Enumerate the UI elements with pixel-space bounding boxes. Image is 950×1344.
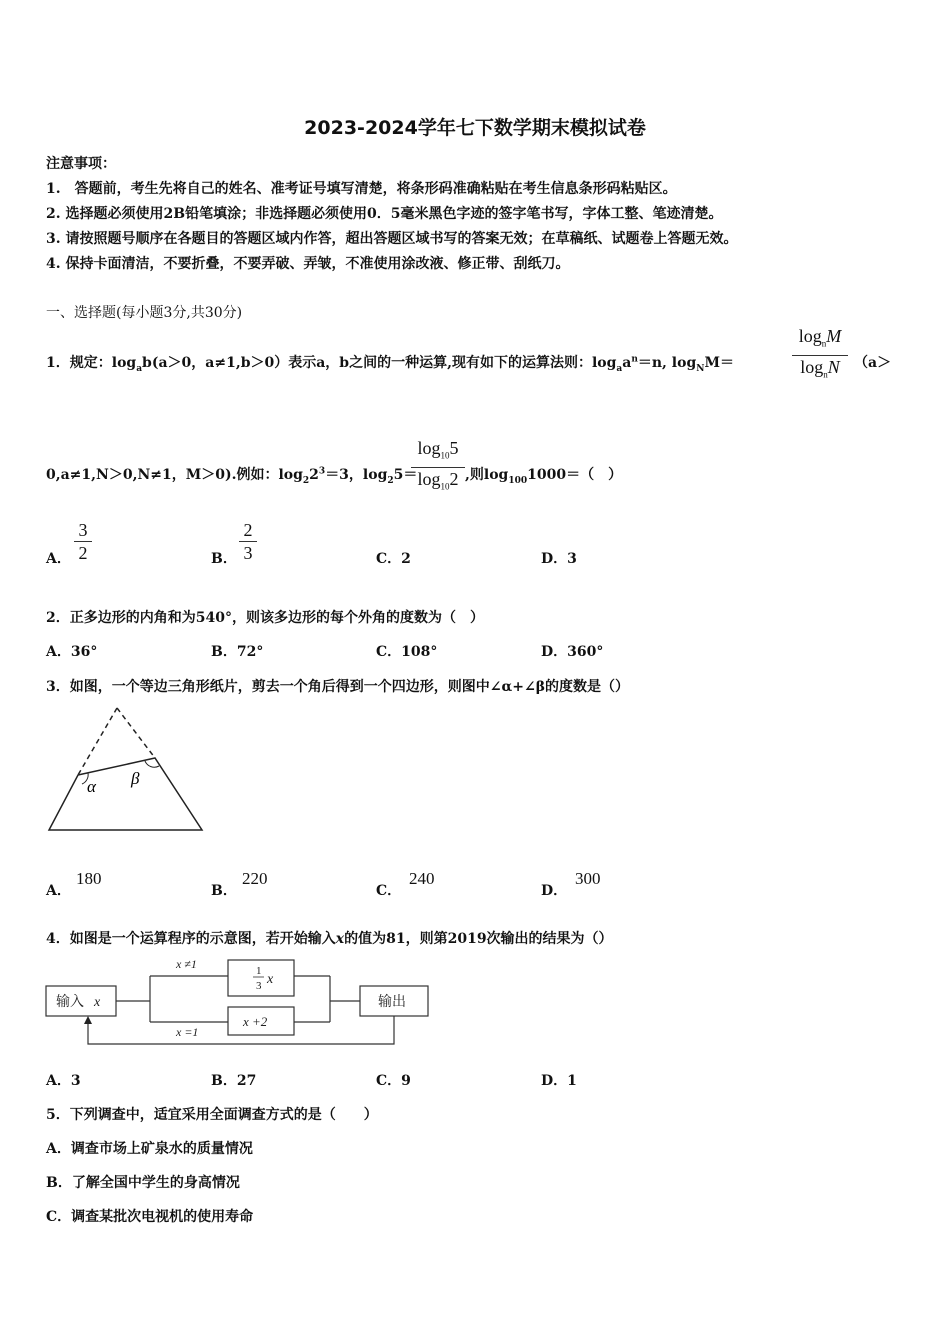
option-label: B． (211, 551, 237, 567)
q3-triangle-figure (42, 700, 212, 840)
q5-option-c[interactable]: C．调查某批次电视机的使用寿命 (46, 1209, 254, 1225)
notice-item-4: 4. 保持卡面清洁，不要折叠，不要弄破、弄皱，不准使用涂改液、修正带、刮纸刀。 (46, 256, 570, 272)
q4-option-c[interactable]: C．9 (376, 1073, 411, 1089)
option-label: D． (541, 551, 568, 567)
q4-stem (46, 928, 613, 948)
q1-option-a-fraction (74, 520, 92, 563)
divide-den: 3 (256, 980, 262, 992)
q3-option-d[interactable] (541, 880, 567, 900)
q1-option-d[interactable] (541, 548, 577, 568)
q1-sub: a (136, 363, 143, 374)
q1-sub: 100 (508, 475, 528, 486)
q4-stem-part: 4．如图是一个运算程序的示意图，若开始输入 (46, 931, 336, 947)
option-value: 2 (401, 551, 411, 567)
frac-var: 5 (449, 438, 459, 458)
q1-text: b(a＞0，a≠1,b＞0）表示a，b之间的一种运算,现有如下的运算法则：log (142, 355, 617, 371)
q1-option-c[interactable] (376, 548, 411, 568)
q1-sup: n (631, 354, 638, 365)
q3-option-b-value: 220 (242, 869, 268, 888)
q1-sub: N (696, 363, 705, 374)
q1-text: 5＝ (393, 467, 418, 483)
q1-text: 0,a≠1,N＞0,N≠1，M＞0).例如：log (46, 467, 303, 483)
frac-log: log (798, 326, 822, 346)
q5-option-a[interactable]: A．调查市场上矿泉水的质量情况 (46, 1141, 253, 1157)
q1-sub: 2 (302, 475, 310, 486)
q4-option-b[interactable]: B．27 (211, 1073, 257, 1089)
q1-text: ＝n, log (637, 355, 697, 371)
option-label: C． (376, 883, 402, 899)
cond-top-label: x ≠1 (176, 957, 197, 971)
option-label: A． (46, 551, 71, 567)
q3-option-c[interactable] (376, 880, 401, 900)
frac-den: 3 (243, 543, 253, 563)
q1-sub: a (616, 363, 623, 374)
q2-option-a[interactable]: A．36° (46, 644, 98, 660)
option-label: D． (541, 883, 568, 899)
frac-den: 2 (78, 543, 88, 563)
frac-sub: 10 (440, 450, 450, 461)
q4-option-a[interactable]: A．3 (46, 1073, 81, 1089)
frac-var: M (826, 326, 842, 346)
cond-bottom-label: x =1 (176, 1025, 199, 1039)
q4-flowchart (42, 952, 442, 1052)
q1-option-a[interactable] (46, 548, 71, 568)
q2-option-d[interactable]: D．360° (541, 644, 604, 660)
notice-item-3: 3. 请按照题号顺序在各题目的答题区域内作答，超出答题区域书写的答案无效；在草稿纸、试题卷上答题无效。 (46, 231, 738, 247)
frac-num: 3 (78, 520, 88, 540)
q4-option-d[interactable]: D．1 (541, 1073, 577, 1089)
section-heading: 一、选择题(每小题3分,共30分) (46, 305, 243, 321)
loop-back (88, 1016, 394, 1044)
q1-sup: 3 (318, 466, 326, 477)
q3-option-a[interactable] (46, 880, 71, 900)
q1-log: log (111, 355, 137, 371)
frac-var: 2 (449, 468, 459, 489)
q2-option-c[interactable]: C．108° (376, 644, 438, 660)
page-title: 2023-2024学年七下数学期末模拟试卷 (304, 117, 646, 139)
loop-arrow (84, 1016, 92, 1024)
q1-text: 1000＝（ ） (527, 467, 623, 483)
notice-item-1: 1. 答题前，考生先将自己的姓名、准考证号填写清楚，将条形码准确粘贴在考生信息条形码粘贴区。 (46, 181, 677, 197)
q3-option-d-value: 300 (575, 869, 601, 888)
frac-sub: n (823, 369, 828, 380)
notice-heading: 注意事项： (46, 156, 116, 172)
frac-sub: 10 (440, 481, 450, 492)
q1-sub: 2 (387, 475, 394, 486)
q1-line2-tail (465, 464, 622, 486)
frac-sub: n (821, 338, 827, 349)
quadrilateral (49, 758, 202, 830)
alpha-label: α (87, 777, 96, 796)
q3-option-a-value: 180 (76, 869, 102, 888)
frac-log: log (417, 438, 441, 458)
q1-line1-tail: （a＞ (854, 355, 892, 371)
cut-off-left-edge (78, 708, 117, 775)
frac-var: N (827, 356, 840, 377)
option-label: B． (211, 883, 237, 899)
add-label: x +2 (243, 1014, 268, 1029)
beta-label: β (131, 769, 140, 788)
q1-text: ＝3，log (325, 467, 388, 483)
frac-log: log (417, 468, 441, 489)
option-label: C． (376, 551, 402, 567)
divide-var: x (267, 972, 274, 987)
q1-prefix: 1．规定： (46, 355, 112, 371)
option-value: 3 (567, 551, 577, 567)
output-label: 输出 (378, 995, 406, 1010)
q1-rule-fraction (792, 326, 848, 384)
cut-off-right-edge (117, 708, 155, 758)
q2-stem: 2．正多边形的内角和为540°，则该多边形的每个外角的度数为（ ） (46, 610, 484, 626)
q2-option-b[interactable]: B．72° (211, 644, 264, 660)
q1-line2 (46, 464, 417, 486)
q1-example-fraction (411, 438, 465, 496)
divide-num: 1 (256, 965, 262, 977)
option-label: A． (46, 883, 71, 899)
q4-stem-var: x (335, 931, 345, 947)
q1-text: ,则log (465, 467, 509, 483)
notice-item-2: 2. 选择题必须使用2B铅笔填涂；非选择题必须使用0．5毫米黑色字迹的签字笔书写，字体工整、笔迹清楚。 (46, 206, 723, 222)
q3-option-b[interactable] (211, 880, 237, 900)
input-label: 输入 (56, 995, 84, 1010)
q1-text: 2 (309, 467, 319, 483)
q1-line1 (46, 352, 734, 374)
q3-option-c-value: 240 (409, 869, 435, 888)
q3-stem: 3．如图，一个等边三角形纸片，剪去一个角后得到一个四边形，则图中∠α+∠β的度数是（） (46, 679, 630, 695)
q4-stem-part: 的值为81，则第2019次输出的结果为（） (344, 931, 613, 947)
q1-text: a (622, 355, 632, 371)
frac-log: log (800, 356, 824, 377)
q5-stem: 5．下列调查中，适宜采用全面调查方式的是（ ） (46, 1107, 378, 1123)
q1-option-b-fraction (239, 520, 257, 563)
q5-option-b[interactable]: B．了解全国中学生的身高情况 (46, 1175, 240, 1191)
frac-num: 2 (243, 520, 253, 540)
input-var: x (94, 995, 101, 1010)
q1-text: M＝ (704, 355, 734, 371)
q1-option-b[interactable] (211, 548, 237, 568)
